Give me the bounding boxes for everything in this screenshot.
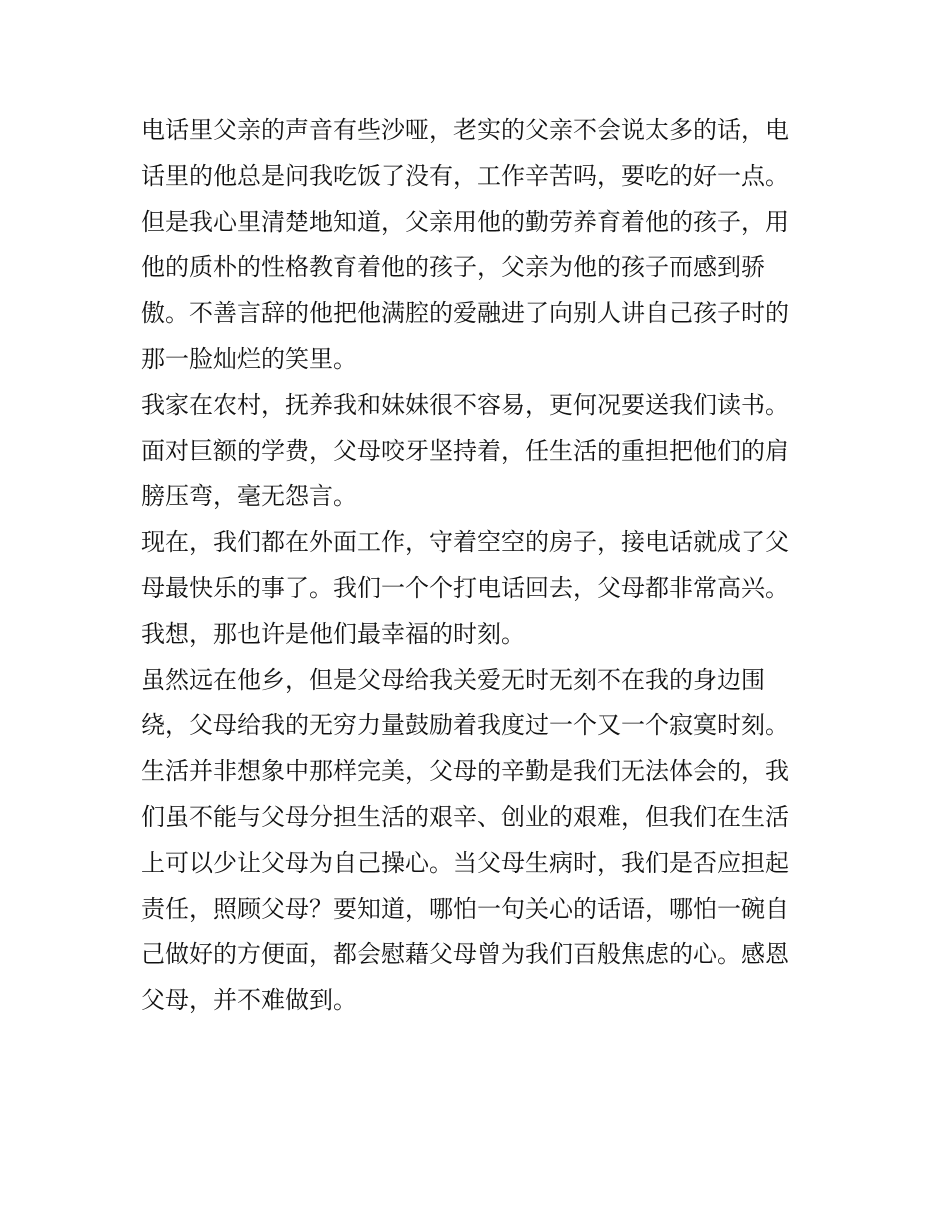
text-line: 母最快乐的事了。我们一个个打电话回去，父母都非常高兴。 [141,573,789,602]
text-line: 膀压弯，毫无怨言。 [141,482,357,511]
text-line: 己做好的方便面，都会慰藉父母曾为我们百般焦虑的心。感恩 [141,940,789,969]
text-line: 我想，那也许是他们最幸福的时刻。 [141,619,525,648]
text-line: 们虽不能与父母分担生活的艰辛、创业的艰难，但我们在生活 [141,802,789,831]
text-line: 责任，照顾父母？要知道，哪怕一句关心的话语，哪怕一碗自 [141,894,789,923]
text-line: 那一脸灿烂的笑里。 [141,344,357,373]
text-line: 电话里父亲的声音有些沙哑，老实的父亲不会说太多的话，电 [141,116,789,144]
text-line: 话里的他总是问我吃饭了没有，工作辛苦吗，要吃的好一点。 [141,161,789,190]
text-line: 绕，父母给我的无穷力量鼓励着我度过一个又一个寂寞时刻。 [141,711,789,740]
text-line: 我家在农村，抚养我和妹妹很不容易，更何况要送我们读书。 [141,390,789,419]
document-body [141,108,813,1024]
text-line: 虽然远在他乡，但是父母给我关爱无时无刻不在我的身边围 [141,665,765,694]
text-line: 父母，并不难做到。 [141,986,357,1015]
text-line: 他的质朴的性格教育着他的孩子，父亲为他的孩子而感到骄 [141,253,765,282]
text-line: 但是我心里清楚地知道，父亲用他的勤劳养育着他的孩子，用 [141,207,789,236]
text-line: 生活并非想象中那样完美，父母的辛勤是我们无法体会的，我 [141,757,789,786]
paragraph-father-phone-call [141,108,813,383]
text-line: 现在，我们都在外面工作，守着空空的房子，接电话就成了父 [141,528,789,557]
paragraph-gratitude-parents [141,658,813,1024]
text-line: 面对巨额的学费，父母咬牙坚持着，任生活的重担把他们的肩 [141,436,789,465]
text-line: 上可以少让父母为自己操心。当父母生病时，我们是否应担起 [141,848,789,877]
paragraph-countryside-home [141,383,813,520]
text-line: 傲。不善言辞的他把他满腔的爱融进了向别人讲自己孩子时的 [141,299,789,328]
paragraph-working-away [141,520,813,657]
